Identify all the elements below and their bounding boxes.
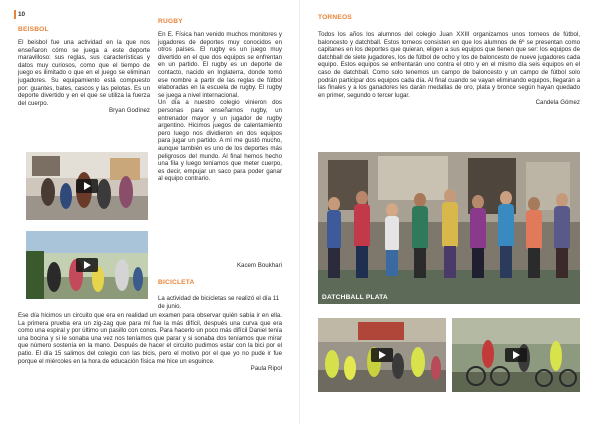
torneos-author: Candela Gómez xyxy=(535,99,580,107)
beisbol-body: El beisbol fue una actividad en la que nos enseñaron cómo se juega a este deporte maravilloso: sus reglas, sus características y datos muy curiosos, como que el tiempo de juego es ilimitado o que en el juego se eliminan jugadores. Su equipamiento está compuesto por: guantes, bates, cascos y las pelotas. Es un deporte divertido y en el que se utiliza la fuerza del cuerpo. xyxy=(18,39,150,107)
bicicleta-author: Paula Ripol xyxy=(250,365,282,373)
bicicleta-intro: La actividad de bicicletas se realizó el día 11 de junio. xyxy=(158,295,280,310)
beisbol-author: Bryan Godínez xyxy=(109,107,150,115)
datchball-team-image xyxy=(318,152,580,304)
page-number: 10 xyxy=(18,11,26,18)
beisbol-article xyxy=(18,39,150,115)
play-icon[interactable] xyxy=(76,179,98,193)
torneos-article xyxy=(318,31,580,107)
rugby-article xyxy=(158,31,282,183)
beisbol-video-2[interactable] xyxy=(26,231,148,299)
rugby-body-2: Un día a nuestro colegio vinieron dos personas para enseñarnos rugby, un entrenador mayor y un jugador de rugby argentino. Hicimos juegos de calentamiento pero luego nos dividieron en dos equipos para jugar un partido. A mí me gustó mucho, aunque también es uno de los deportes más peligrosos del mundo. Al final hemos hecho una fila y luego teníamos que meter cuerpo, es decir, empujar un saco para poder ganar al equipo contrario. xyxy=(158,99,282,183)
beisbol-heading: BEISBOL xyxy=(18,26,49,33)
bicicleta-video-1[interactable] xyxy=(318,318,446,392)
torneos-body: Todos los años los alumnos del colegio Juan XXIII organizamos unos torneos de fútbol, baloncesto y datchball. Estos torneos consisten en que los alumnos de 6º se presentan como capitanes en los deportes que quieran, eligen a sus equipos que tienen que ser: los equipos de datchball de siete jugadores, los de fútbol de ocho y los de baloncesto de nueve jugadores cada equipo. Estos equipos se enfrentarán uno contra el otro y en el mismo día seis equipos en el caso de datchball. Como solo tenemos un campo de baloncesto y un campo de fútbol solo podrán participar dos equipos cada día. Al final cuando se vayan eliminando equipos, llegarán a las finales y a los ganadores les darán medallas de oro, plata y bronce según hayan quedado en primer, segundo o tercer lugar. xyxy=(318,31,580,99)
play-icon[interactable] xyxy=(371,348,393,362)
play-icon[interactable] xyxy=(505,348,527,362)
bicicleta-body: Ese día hicimos un circuito que era en realidad un examen para observar quién sabía ir en ella. La primera prueba era un zig-zag que para mí fue la más difícil, después una curva que era como una espiral y por último un pasillo con conos. Para hacerlo un poco más difícil Daniel tenía una bocina y si le sonaba una vez nos teníamos que parar y si sonaba dos teníamos que mirar que número sostenía en la mano. Después de hacer el circuito pudimos estar con la bici por el patio. El día 15 salimos del colegio con las bicis, pero el motivo por el que yo no pude ir fue porque el miércoles en la hora de educación física me hice un esguince. xyxy=(18,312,282,365)
page-gutter xyxy=(299,0,300,424)
rugby-body-1: En E. Física han venido muchos monitores y jugadores de deportes muy conocidos en otros países. El rugby es un juego muy divertido en el que dos equipos se enfrentan en un partido. El rugby es un deporte de contacto, nacido en Inglaterra, donde tomó ese nombre a partir de las reglas de fútbol elaboradas en la escuela de rugby. El rugby se juega a nivel internacional. xyxy=(158,31,282,99)
datchball-caption: DATCHBALL PLATA xyxy=(322,294,388,301)
rugby-author: Kacem Boukhari xyxy=(236,262,282,269)
torneos-heading: TORNEOS xyxy=(318,14,352,21)
page-number-marker xyxy=(14,10,16,19)
play-icon[interactable] xyxy=(76,258,98,272)
rugby-heading: RUGBY xyxy=(158,18,183,25)
bicicleta-heading: BICICLETA xyxy=(158,279,195,286)
datchball-photo xyxy=(318,152,580,304)
beisbol-video-1[interactable] xyxy=(26,152,148,220)
bicicleta-video-2[interactable] xyxy=(452,318,580,392)
bicicleta-article xyxy=(18,312,282,373)
